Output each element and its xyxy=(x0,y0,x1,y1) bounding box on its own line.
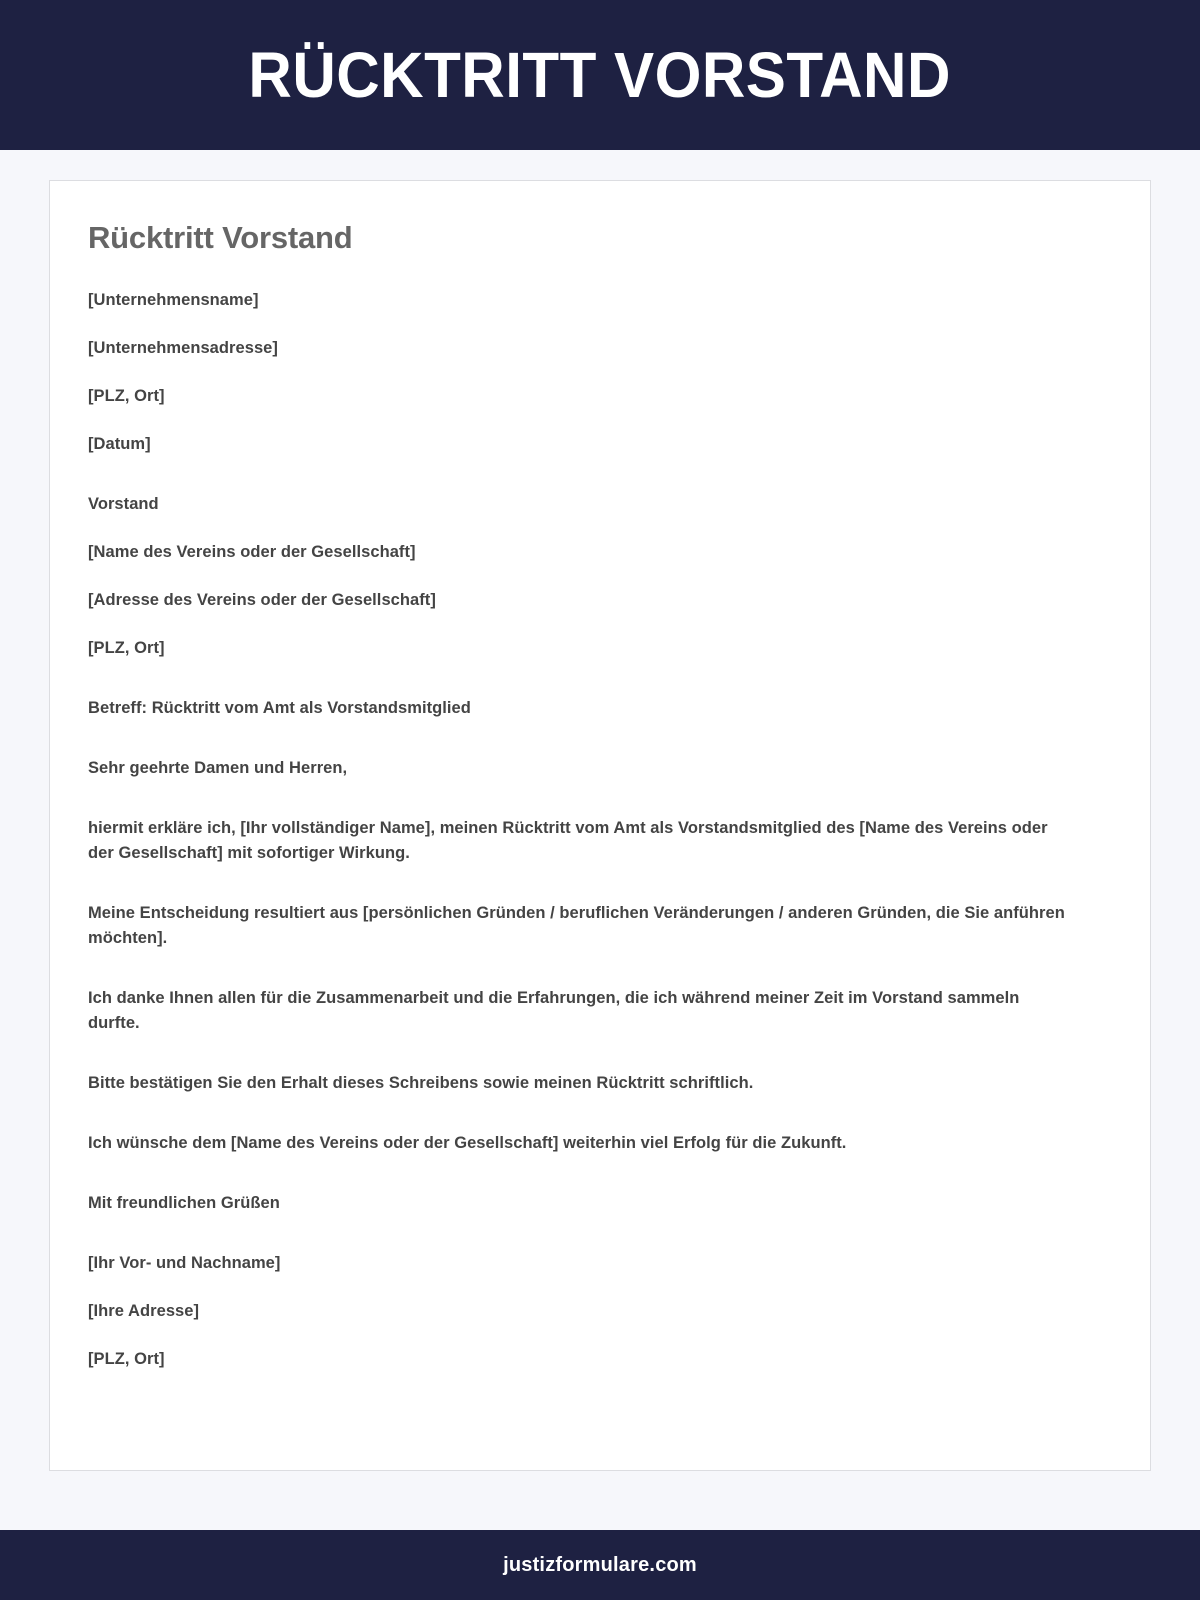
document-text-line: [Ihr Vor- und Nachname] xyxy=(88,1253,281,1272)
document-text-line: Mit freundlichen Grüßen xyxy=(88,1193,280,1212)
document-body xyxy=(88,219,1073,1372)
document-text-line: Ich wünsche dem [Name des Vereins oder der Gesellschaft] weiterhin viel Erfolg für die Zukunft. xyxy=(88,1133,847,1152)
document-text-line: [Datum] xyxy=(88,434,151,453)
document-text-line: [Unternehmensname] xyxy=(88,290,259,309)
document-text-line: [PLZ, Ort] xyxy=(88,386,165,405)
document-text-line: [Name des Vereins oder der Gesellschaft] xyxy=(88,542,416,561)
page-header-banner xyxy=(0,0,1200,150)
document-text-line: Vorstand xyxy=(88,494,159,513)
document-text-line: [Unternehmensadresse] xyxy=(88,338,278,357)
document-card xyxy=(49,180,1151,1471)
document-text-line: Bitte bestätigen Sie den Erhalt dieses Schreibens sowie meinen Rücktritt schriftlich. xyxy=(88,1073,754,1092)
document-text-line: Sehr geehrte Damen und Herren, xyxy=(88,758,348,777)
page-header-title: RÜCKTRITT VORSTAND xyxy=(248,39,952,111)
document-title: Rücktritt Vorstand xyxy=(88,220,353,255)
document-text-line: [PLZ, Ort] xyxy=(88,1349,165,1368)
document-blocks xyxy=(88,288,1073,1372)
document-text-line: [Ihre Adresse] xyxy=(88,1301,200,1320)
document-text-line: Ich danke Ihnen allen für die Zusammenarbeit und die Erfahrungen, die ich während meiner Zeit im Vorstand sammeln durfte. xyxy=(88,988,1020,1032)
page-footer-banner xyxy=(0,1530,1200,1600)
footer-site-name: justizformulare.com xyxy=(503,1553,697,1576)
document-text-line: Betreff: Rücktritt vom Amt als Vorstandsmitglied xyxy=(88,698,471,717)
document-text-line: [Adresse des Vereins oder der Gesellschaft] xyxy=(88,590,436,609)
page-content-area xyxy=(0,150,1200,1530)
document-text-line: Meine Entscheidung resultiert aus [persönlichen Gründen / beruflichen Veränderungen / anderen Gründen, die Sie anführen möchten]. xyxy=(88,903,1065,947)
document-text-line: [PLZ, Ort] xyxy=(88,638,165,657)
document-text-line: hiermit erkläre ich, [Ihr vollständiger Name], meinen Rücktritt vom Amt als Vorstandsmitglied des [Name des Vereins oder der Gesellschaft] mit sofortiger Wirkung. xyxy=(88,818,1048,862)
